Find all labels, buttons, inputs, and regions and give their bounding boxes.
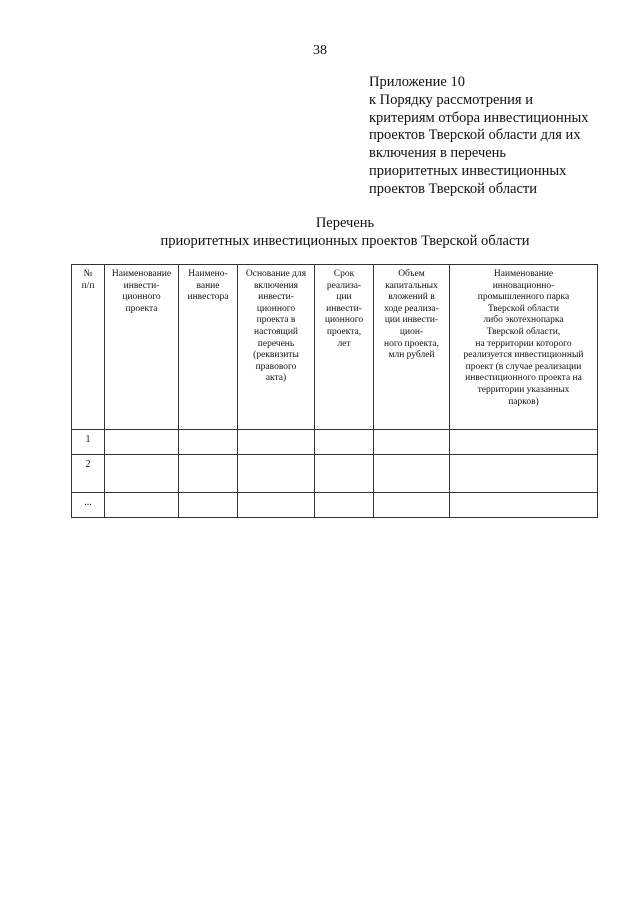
header-line: проект (в случае реализации bbox=[465, 361, 582, 372]
header-cell-basis bbox=[238, 265, 315, 430]
header-line: Основание для bbox=[245, 269, 307, 279]
header-line: проекта в bbox=[256, 315, 296, 326]
header-line: Наименование bbox=[493, 269, 554, 279]
table-cell bbox=[179, 430, 238, 455]
table-cell bbox=[105, 430, 179, 455]
table-cell bbox=[105, 493, 179, 518]
table-cell bbox=[315, 493, 374, 518]
header-line: промышленного парка bbox=[477, 292, 570, 303]
header-line: перечень bbox=[257, 338, 295, 349]
row-number-cell: 2 bbox=[72, 455, 105, 493]
header-line: инвестиционного проекта на bbox=[465, 373, 582, 384]
header-line: ции bbox=[336, 292, 352, 303]
table-row bbox=[72, 430, 598, 455]
header-line: (реквизиты bbox=[253, 350, 299, 361]
appendix-line: к Порядку рассмотрения и bbox=[369, 91, 533, 108]
header-line: акта) bbox=[265, 373, 287, 384]
table-cell bbox=[105, 455, 179, 493]
header-line: ционного bbox=[324, 315, 364, 326]
table-cell bbox=[238, 493, 315, 518]
table-cell bbox=[374, 455, 450, 493]
table-row bbox=[72, 493, 598, 518]
table-header-row bbox=[72, 265, 598, 430]
header-line: п/п bbox=[81, 280, 95, 291]
header-line: проекта, bbox=[326, 326, 362, 337]
header-line: ции инвести- bbox=[384, 315, 439, 326]
header-line: ционного bbox=[256, 303, 296, 314]
appendix-line: Приложение 10 bbox=[369, 74, 465, 90]
header-line: млн рублей bbox=[388, 350, 435, 361]
table-cell bbox=[238, 430, 315, 455]
header-line: правового bbox=[255, 361, 297, 372]
appendix-line: включения в перечень bbox=[369, 145, 507, 162]
header-cell-investor bbox=[179, 265, 238, 430]
list-title-line1: Перечень bbox=[315, 215, 375, 231]
header-line: капитальных bbox=[385, 280, 438, 291]
header-line: настоящий bbox=[254, 326, 298, 337]
header-line: парков) bbox=[508, 396, 539, 407]
header-line: Объем bbox=[398, 269, 425, 279]
header-cell-investment-volume bbox=[374, 265, 450, 430]
header-line: № bbox=[83, 269, 93, 279]
header-line: цион- bbox=[399, 326, 424, 337]
appendix-line: приоритетных инвестиционных bbox=[369, 162, 567, 179]
table-cell bbox=[315, 430, 374, 455]
header-line: Тверской области, bbox=[486, 326, 561, 337]
table-cell bbox=[179, 493, 238, 518]
appendix-line: проектов Тверской области bbox=[369, 180, 538, 197]
table-cell bbox=[450, 493, 598, 518]
header-line: инвестора bbox=[187, 292, 229, 303]
header-line: реализуется инвестиционный bbox=[463, 350, 584, 361]
table-cell bbox=[238, 455, 315, 493]
appendix-line: критериям отбора инвестиционных bbox=[369, 109, 589, 126]
header-cell-park-name bbox=[450, 265, 598, 430]
header-line: включения bbox=[253, 280, 299, 291]
header-line: Наимено- bbox=[188, 269, 228, 279]
list-title-line2: приоритетных инвестиционных проектов Тверской области bbox=[160, 233, 530, 249]
header-line: на территории которого bbox=[475, 338, 572, 349]
header-cell-term bbox=[315, 265, 374, 430]
header-line: территории указанных bbox=[477, 384, 570, 395]
appendix-block bbox=[369, 74, 624, 199]
table-cell bbox=[450, 430, 598, 455]
header-line: инновационно- bbox=[492, 280, 555, 291]
header-cell-number bbox=[72, 265, 105, 430]
header-line: инвести- bbox=[326, 303, 362, 314]
page-number: 38 bbox=[313, 43, 327, 58]
header-line: ционного bbox=[122, 292, 161, 303]
row-number-cell: 1 bbox=[72, 430, 105, 455]
header-line: инвести- bbox=[123, 280, 160, 291]
header-line: Наименование bbox=[111, 269, 172, 279]
header-line: либо экотехнопарка bbox=[483, 315, 564, 326]
header-line: инвести- bbox=[258, 292, 294, 303]
row-number-cell: ... bbox=[72, 493, 105, 518]
header-line: вложений в bbox=[388, 292, 435, 303]
table-cell bbox=[315, 455, 374, 493]
header-cell-project-name bbox=[105, 265, 179, 430]
table-cell bbox=[374, 493, 450, 518]
header-line: Тверской области bbox=[487, 303, 560, 314]
header-line: вание bbox=[196, 280, 220, 291]
table-cell bbox=[450, 455, 598, 493]
header-line: реализа- bbox=[326, 280, 362, 291]
header-line: Срок bbox=[333, 269, 355, 279]
header-line: лет bbox=[337, 338, 351, 349]
table-row bbox=[72, 455, 598, 493]
header-line: проекта bbox=[125, 303, 158, 314]
projects-table bbox=[71, 264, 598, 518]
header-line: ходе реализа- bbox=[384, 303, 439, 314]
appendix-line: проектов Тверской области для их bbox=[369, 127, 581, 144]
table-cell bbox=[374, 430, 450, 455]
list-title bbox=[0, 214, 640, 250]
table-cell bbox=[179, 455, 238, 493]
header-line: ного проекта, bbox=[384, 338, 439, 349]
